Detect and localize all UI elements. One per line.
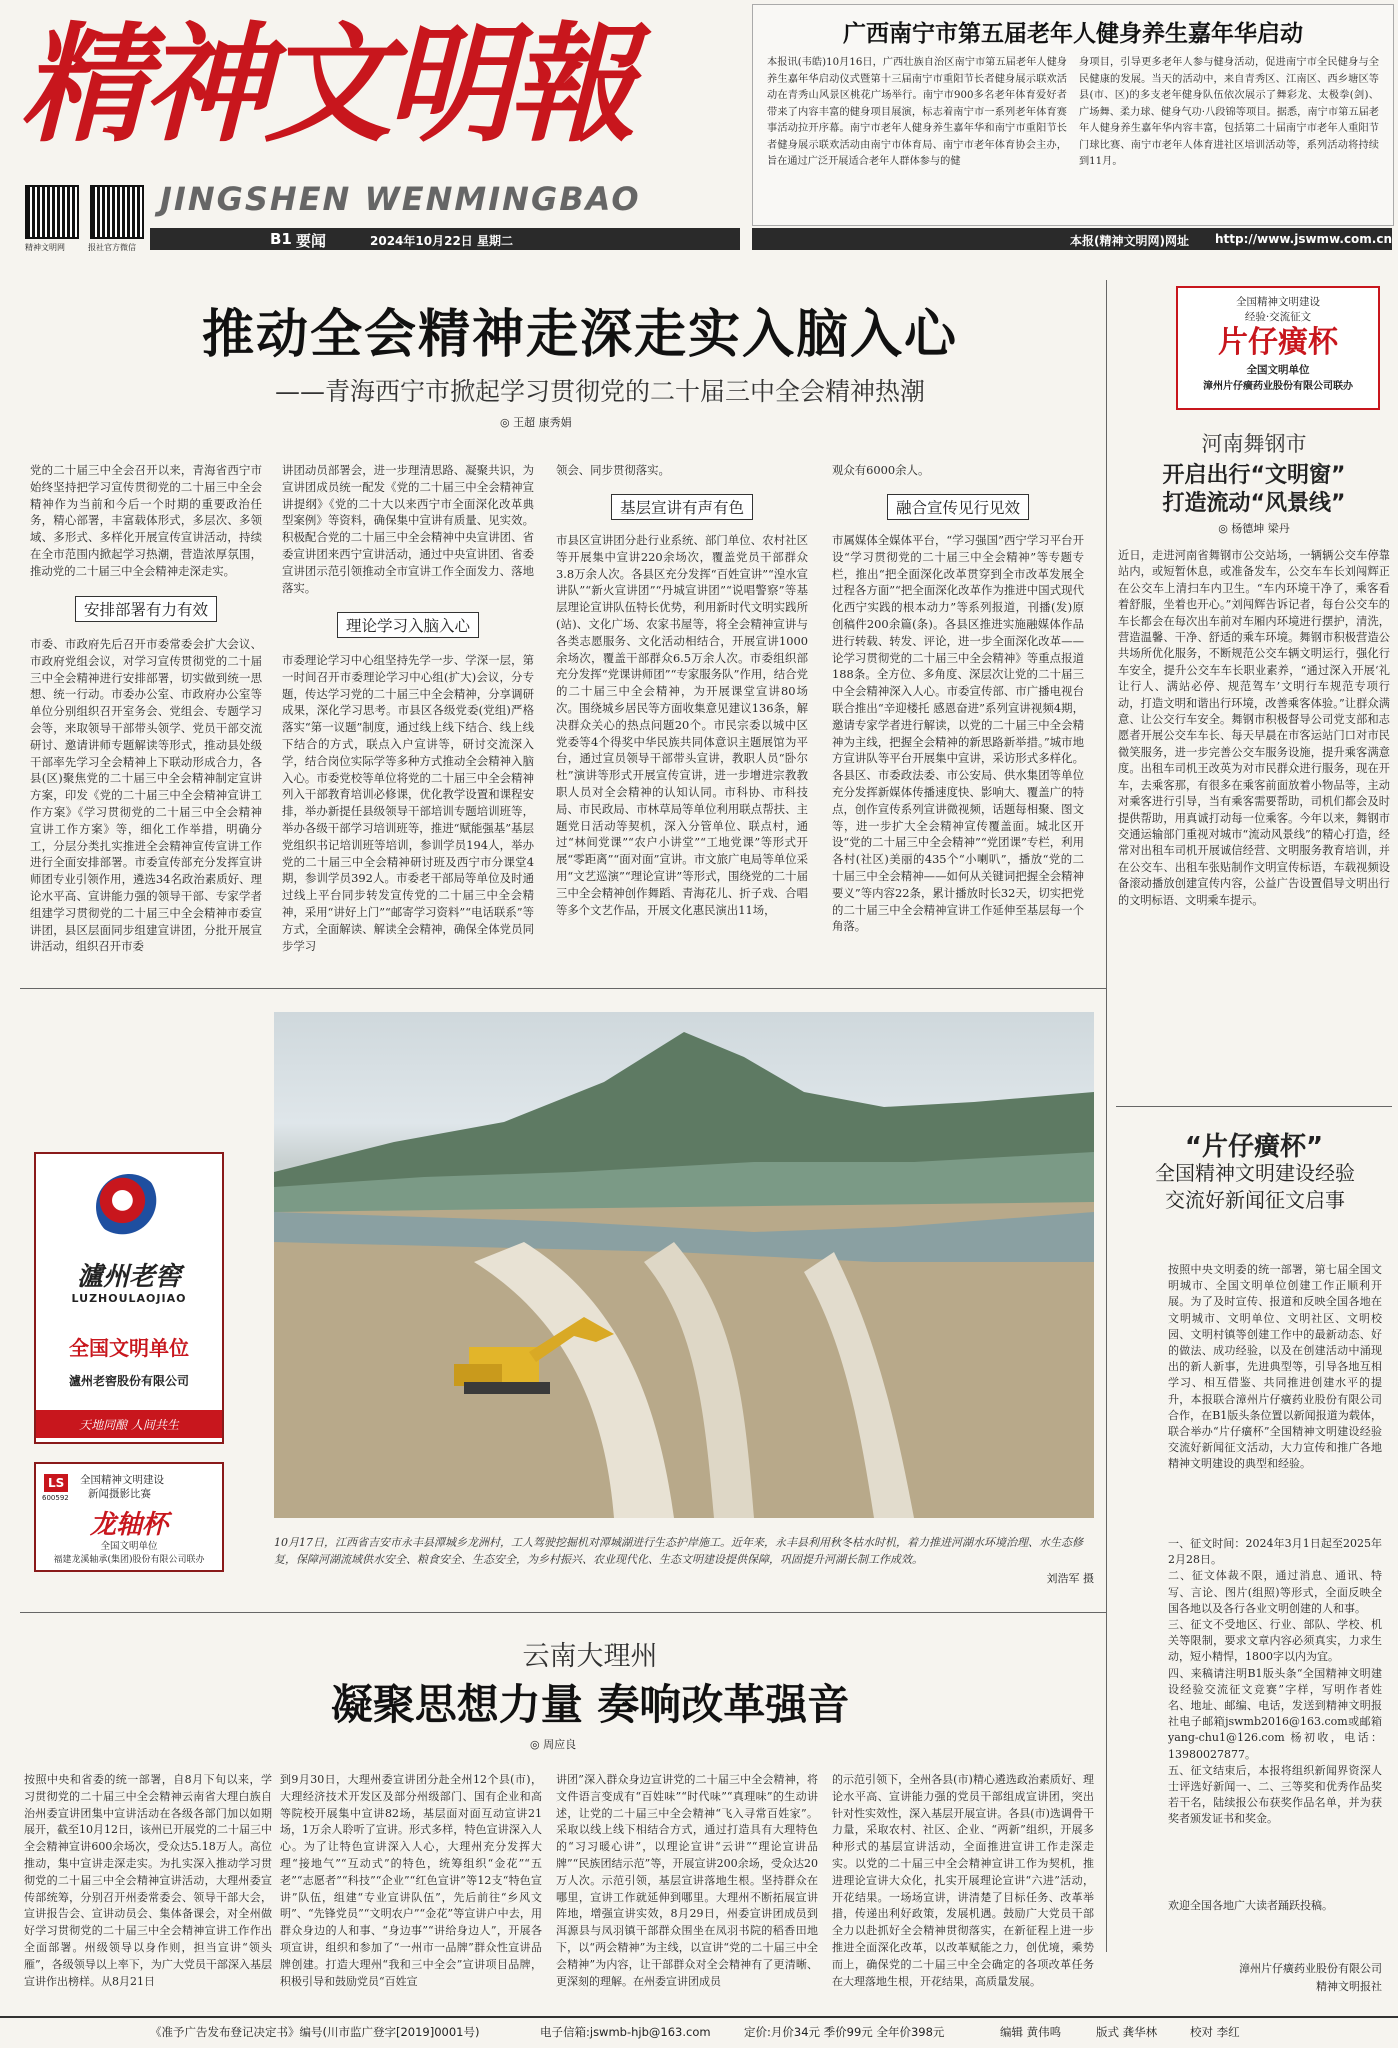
page-number: B1 bbox=[270, 230, 292, 248]
site-url[interactable]: http://www.jswmw.com.cn bbox=[1215, 232, 1393, 246]
ad-sponsor-label: 全国文明单位 bbox=[1246, 364, 1310, 376]
pianzaihuang-ad[interactable] bbox=[1176, 286, 1380, 410]
luzhou-logo-icon bbox=[96, 1174, 162, 1240]
photo-credit: 刘浩军 摄 bbox=[1046, 1572, 1094, 1585]
yunnan-kicker: 云南大理州 bbox=[522, 1641, 658, 1672]
footer-rule bbox=[0, 2016, 1398, 2018]
lead-subheadline: ——青海西宁市掀起学习贯彻党的二十届三中全会精神热潮 bbox=[274, 377, 925, 406]
lead-intro: 党的二十届三中全会召开以来，青海省西宁市始终坚持把学习宣传贯彻党的二十届三中全会精神作为当前和今后一个时期的重要政治任务，精心部署，丰富载体形式，多层次、多领域、多形式、多样化开展宣传宣讲活动，持续在全市范围内掀起学习热潮，营造浓厚氛围，推动党的二十届三中全会精神走深走实。 bbox=[30, 463, 262, 578]
side-story-title-2: 打造流动“风景线” bbox=[1162, 491, 1346, 516]
longzhou-company: 福建龙溪轴承(集团)股份有限公司联办 bbox=[53, 1555, 205, 1565]
notice-welcome: 欢迎全国各地广大读者踊跃投稿。 bbox=[1168, 1899, 1333, 1912]
top-news-col-1: 本报讯(韦皓)10月16日，广西壮族自治区南宁市第五届老年人健身养生嘉年华启动仪式暨第十三届南宁市重阳节长者健身展示联欢活动在青秀山风景区桃花广场举行。南宁市900多名老年体育爱好者带来了内容丰富的健身项目展演，标志着南宁市一系列老年体育赛事活动拉开序幕。南宁市老年人健身养生嘉年华和南宁市重阳节长者健身展示联欢活动由南宁市体育局、南宁市老年体育协会主办，旨在通过广泛开展适合老年人群体参与的健 bbox=[767, 57, 1067, 167]
lead-sub-2-label: 理论学习入脑入心 bbox=[337, 612, 479, 638]
footer-license: 《准予广告发布登记决定书》编号(川市监广登字[2019]0001号) bbox=[150, 2025, 480, 2039]
longzhou-code: 600592 bbox=[42, 1494, 69, 1502]
luzhou-brand: 瀘州老窖 bbox=[76, 1262, 181, 1292]
side-story-byline: ◎ 杨德坤 梁丹 bbox=[1218, 522, 1290, 535]
footer-proof: 校对 李红 bbox=[1190, 2025, 1240, 2039]
mid-rule-bottom bbox=[20, 1612, 1106, 1613]
notice-sign-1: 漳州片仔癀药业股份有限公司 bbox=[1239, 1962, 1382, 1975]
top-news-col-2: 身项目，引导更多老年人参与健身活动，促进南宁市全民健身与全民健康的发展。当天的活动中，来自青秀区、江南区、西乡塘区等县(市、区)的多支老年健身队伍依次展示了舞彩龙、太极拳(剑)、广场舞、柔力球、健身气功·八段锦等项目。据悉，南宁市第五届老年人健身养生嘉年华内容丰富，包括第二十届南宁市老年人重阳节门球比赛、南宁市老年人体育进社区培训活动等，系列活动将持续到11月。 bbox=[1079, 57, 1379, 167]
url-label: 本报(精神文明网)网址 bbox=[1070, 234, 1189, 248]
notice-item-5: 五、征文结束后，本报将组织新闻界资深人士评选好新闻一、二、三等奖和优秀作品奖若干名，陆续报公布获奖作品名单，并为获奖者颁发证书和奖金。 bbox=[1168, 1763, 1382, 1826]
yunnan-byline: ◎ 周应良 bbox=[530, 1738, 577, 1751]
longzhou-brand: 龙轴杯 bbox=[89, 1510, 168, 1540]
notice-subtitle: 全国精神文明建设经验交流好新闻征文启事 bbox=[1155, 1161, 1355, 1212]
section-name: 要闻 bbox=[296, 232, 327, 250]
lead-sub-3 bbox=[556, 494, 808, 520]
ad-line-2: 经验·交流征文 bbox=[1244, 311, 1312, 323]
longzhou-label: 全国文明单位 bbox=[100, 1541, 158, 1552]
lead-sub-4 bbox=[832, 494, 1084, 520]
lead-para-1: 市委、市政府先后召开市委常委会扩大会议、市政府党组会议，对学习宣传贯彻党的二十届三中全会精神进行安排部署，切实做到统一思想、统一行动。市委办公室、市政府办公室等单位分别组织召开室务会、党组会、专题学习会等，来取领导干部带头领学、党员干部交流研讨、邀请讲师专题解读等形式，推动县处级干部率先学习全会精神上下联动形成合力，各县(区)聚焦党的二十届三中全会精神制定宣讲方案，印发《党的二十届三中全会精神宣讲工作方案》《学习贯彻党的二十届三中全会精神宣讲工作方案》等，细化工作举措，明确分工，分层分类扎实推进全会精神宣传宣讲工作进行全面安排部署。市委宣传部充分发挥宣讲师团专业引领作用，遴选34名政治素质好、理论水平高、宣讲能力强的领导干部、专家学者组建学习贯彻党的二十届三中全会精神市委宣讲团，县区层面同步组建宣讲团，分批开展宣讲活动，组织召开市委 bbox=[30, 637, 262, 954]
notice-item-3: 三、征文不受地区、行业、部队、学校、机关等限制，要求文章内容必须真实，力求生动，短小精悍，1800字以内为宜。 bbox=[1168, 1618, 1382, 1664]
lead-col4-top: 观众有6000余人。 bbox=[832, 463, 930, 477]
dateline-bar bbox=[0, 228, 1398, 254]
ad-brand: 片仔癀杯 bbox=[1218, 325, 1338, 360]
footer-editor: 编辑 黄伟鸣 bbox=[1000, 2025, 1062, 2039]
yunnan-headline: 凝聚思想力量 奏响改革强音 bbox=[330, 1680, 850, 1729]
photo-caption: 10月17日，江西省吉安市永丰县潭城乡龙洲村，工人驾驶挖掘机对潭城湖进行生态护岸施工。近年来，永丰县利用秋冬枯水时机，着力推进河湖水环境治理、水生态修复，保障河湖流域供水安全、粮食安全、生态安全，为乡村振兴、农业现代化、生态文明建设提供保障，巩固提升河湖长制工作成效。 bbox=[274, 1536, 1083, 1566]
side-story-title-1: 开启出行“文明窗” bbox=[1162, 463, 1346, 488]
notice-text: 按照中央文明委的统一部署，第七届全国文明城市、全国文明单位创建工作正顺利开展。为了及时宣传、报道和反映全国各地在文明城市、文明单位、文明社区、文明校园、文明村镇等创建工作中的最新动态、好的做法、成功经验，以及在创建活动中涌现出的新人新事，先进典型等，引导各地互相学习、相互借鉴、共同推进创建水平的提升，本报联合漳州片仔癀药业股份有限公司合作，在B1版头条位置以新闻报道为载体，联合举办“片仔癀杯”全国精神文明建设经验交流好新闻征文活动，大力宣传和推广各地精神文明建设的典型和经验。 bbox=[1168, 1263, 1382, 1471]
notice-items bbox=[1168, 1536, 1382, 1836]
yunnan-col-1: 按照中央和省委的统一部署，自8月下旬以来，学习贯彻党的二十届三中全会精神云南省大理白族自治州委宣讲团集中宣讲活动在各级各部门加以如期展开，截至10月12日，该州已开展党的二十届三中全会精神宣讲600余场次，受众达5.18万人。高位推动，集中宣讲走深走实。为扎实深入推动学习贯彻党的二十届三中全会精神宣讲活动，大理州委宣传部统筹，分别召开州委常委会、领导干部大会，宣讲报告会、宣讲动员会、集体备课会，对全州做好学习贯彻党的二十届三中全会精神宣讲工作作出全面部署。州级领导以身作则，担当宣讲“领头雁”，各级领导以上率下，为广大党员干部深入基层宣讲作出榜样。从8月21日 bbox=[24, 1773, 272, 1988]
luzhou-company: 瀘州老窖股份有限公司 bbox=[68, 1374, 189, 1388]
pinyin-title: JINGSHEN WENMINGBAO bbox=[160, 180, 641, 218]
footer bbox=[0, 2024, 1398, 2044]
luzhou-ad[interactable] bbox=[34, 1152, 224, 1444]
notice-title: “片仔癀杯” bbox=[1184, 1132, 1324, 1162]
lead-headline: 推动全会精神走深走实入脑入心 bbox=[201, 305, 958, 365]
lead-col2-top: 讲团动员部署会，进一步理清思路、凝聚共识，为宣讲团成员统一配发《党的二十届三中全会精神宣讲提纲》《党的二十大以来西宁市全面深化改革典型案例》等资料，确保集中宣讲有质量、见实效。积极配合党的二十届三中全会精神中央宣讲团、省委宣讲团来西宁宣讲活动，通过中央宣讲团、省委宣讲团示范引领推动全市宣讲工作全面发力、落地落实。 bbox=[282, 463, 534, 595]
lead-sub-4-label: 融合宣传见行见效 bbox=[887, 494, 1029, 520]
lead-para-3: 市县区宣讲团分赴行业系统、部门单位、农村社区等开展集中宣讲220余场次，覆盖党员干部群众3.8万余人次。各县区充分发挥“百姓宣讲”“湟水宣讲队”“新火宣讲团”“丹城宣讲团”“说唱警察”等基层理论宣讲队伍特长优势，利用新时代文明实践所(站)、文化广场、农家书屋等，将全会精神宣讲与各类志愿服务、文化活动相结合，开展宣讲1000余场次，覆盖干部群众6.5万余人次。市委组织部充分发挥“党课讲师团”“专家服务队”作用，结合党的二十届三中全会精神，为开展课堂宣讲80场次。围绕城乡居民等方面收集意见建议136条，解决群众关心的热点问题20个。市民宗委以城中区党委等4个得奖中华民族共同体意识主题展馆为平台，通过宣员领导干部带头宣讲，教职人员“卧尔杜”演讲等形式开展宣传宣讲，进一步增进宗教教职人员对全会精神的认知认同。市科协、市科技局、市民政局、市林草局等单位利用联点帮扶、主题党日活动等契机，深入分管单位、联点村，通过“林间党课”“农户小讲堂”“工地党课”等形式开展“零距离”“面对面”宣讲。市文旅广电局等单位采用“文艺巡演”“理论宣讲”等形式，围绕党的二十届三中全会精神创作舞蹈、青海花儿、折子戏、合唱等多个文艺作品，开展文化惠民演出11场， bbox=[556, 533, 808, 917]
top-news-title: 广西南宁市第五届老年人健身养生嘉年华启动 bbox=[843, 21, 1303, 47]
ad-company: 漳州片仔癀药业股份有限公司联办 bbox=[1203, 381, 1353, 392]
mid-rule-top bbox=[20, 988, 1106, 989]
notice-item-2: 二、征文体裁不限，通过消息、通讯、特写、言论、图片(组照)等形式，全面反映全国各地以及各行各业文明创建的人和事。 bbox=[1168, 1569, 1382, 1615]
lead-sub-1 bbox=[30, 596, 262, 622]
lead-para-2: 市委理论学习中心组坚持先学一步、学深一层，第一时间召开市委理论学习中心组(扩大)会议，分专题，传达学习党的二十届三中全会精神，分享调研成果，深化学习思考。市县区各级党委(党组)严格落实“第一议题”制度，通过线上线下结合、线上线下结合的方式，联点入户宣讲等，研讨交流深入学，结合岗位实际学等多种方式推动全会精神入脑入心。市委党校等单位将党的二十届三中全会精神列入干部教育培训必修课，优化教学设置和课程安排，举办新提任县级领导干部培训专题培训班等，举办各级干部学习培训班等，推进“赋能强基”基层党组织书记培训班等培训，参训学员194人，举办党的二十届三中全会精神研讨班及西宁市分课堂4期，参训学员392人。市委老干部局等单位及时通过线上平台同步转发宣传党的二十届三中全会精神，采用“讲好上门”“邮寄学习资料”“电话联系”等方式，全面解读、解读全会精神，确保全体党员同步学习 bbox=[282, 653, 534, 953]
top-news-box bbox=[752, 4, 1394, 226]
qr-label-1: 精神文明网 bbox=[25, 243, 65, 252]
side-divider bbox=[1116, 1106, 1392, 1107]
photo-landscape bbox=[274, 1012, 1094, 1518]
longzhou-logo: LS bbox=[44, 1474, 68, 1492]
issue-date: 2024年10月22日 星期二 bbox=[370, 234, 513, 248]
yunnan-col-4: 的示范引领下，全州各县(市)精心遴选政治素质好、理论水平高、宣讲能力强的党员干部组成宣讲团，突出针对性实效性，深入基层开展宣讲。各县(市)选调骨干力量，采取农村、社区、企业、“两新”组织，开展多种形式的基层宣讲活动，全面推进宣讲工作走深走实。以党的二十届三中全会精神宣讲工作为契机，推进理论宣讲大众化，扎实开展理论宣讲“六进”活动，开花结果。一场场宣讲，讲清楚了目标任务、改革举措，传递出利好政策，发展机遇。鼓励广大党员干部全力以赴抓好全会精神贯彻落实，在新征程上进一步推进全面深化改革，以改革赋能之力，创优境，乘势而上，确保党的二十届三中全会确定的各项改革任务在大理落地生根，开花结果，高质量发展。 bbox=[832, 1773, 1094, 1988]
ad-line-1: 全国精神文明建设 bbox=[1236, 296, 1320, 308]
notice-sign-2: 精神文明报社 bbox=[1316, 1980, 1382, 1993]
lead-sub-1-label: 安排部署有力有效 bbox=[75, 596, 217, 622]
lead-byline: ◎ 王超 康秀娟 bbox=[500, 416, 572, 429]
luzhou-brand-en: LUZHOULAOJIAO bbox=[71, 1292, 187, 1305]
longzhou-ad[interactable] bbox=[34, 1462, 224, 1572]
side-story-text: 近日，走进河南省舞钢市公交站场，一辆辆公交车停靠站内，或短暂休息，或准备发车，公交车车长刘闯辉正在公交车上清扫车内卫生。“车内环境干净了，乘客看着舒服，坐着也开心。”刘闯辉告诉记者，每台公交车的车长都会在每次出车前对车厢内环境进行摆护，清洗，营造温馨、干净、舒适的乘车环境。舞钢市积极营造公共场所优化服务，不断规范公交车辆文明运行，强化行车安全，提升公交车车长职业素养，“通过深入开展‘礼让行人、满站必停、规范驾车’文明行车规范专项行动，打造文明和谐出行环境，改善乘客体验。”让群众满意、让公交行车安全。舞钢市积极督导公司党支部和志愿者开展公交车车长、每天早晨在市客运站门口对市民微笑服务，进一步完善公交车服务设施，提升乘客满意度。出租车司机王改英为对市民群众进行服务，现在开车，去乘客那，有很多在乘客前面放着小物品等，主动对乘客进行引导，当有乘客需要帮助，司机们都会及时提供帮助，用真诚打动每一位乘客。今年以来，舞钢市交通运输部门重视对城市“流动风景线”的精心打造，经常对出租车司机开展诚信经营、文明服务教育培训，并在公交车、出租车张贴制作文明宣传标语，车载视频设备滚动播放创建宣传内容，公益广告设置倡导文明出行的文明标语、文明乘车提示。 bbox=[1118, 549, 1390, 907]
luzhou-slogan: 天地同酿 人间共生 bbox=[79, 1418, 179, 1432]
logo: 精神文明報 bbox=[20, 10, 631, 160]
lead-sub-3-label: 基层宣讲有声有色 bbox=[611, 494, 753, 520]
yunnan-col-3: 讲团”深入群众身边宣讲党的二十届三中全会精神，将文件语言变成有“百姓味”“时代味”“真理味”的生动讲述，让党的二十届三中全会精神“飞入寻常百姓家”。采取以线上线下相结合方式，通过打造具有大理特色的“习习暖心讲”，以理论宣讲“云讲”“理论宣讲品牌”“民族团结示范”等，开展宣讲200余场，受众达20万人次。示范引领，基层宣讲落地生根。坚持群众在哪里，宣讲工作就延伸到哪里。大理州不断拓展宣讲阵地，增强宣讲实效，8月29日，州委宣讲团成员到洱源县与凤羽镇干部群众围坐在凤羽书院的稻香田地下，以“两会精神”为主线，以宣讲“党的二十届三中全会精神”为内容，让干部群众对全会精神有了更清晰、更深刻的理解。在州委宣讲团成员 bbox=[556, 1773, 818, 1988]
lead-col3-top: 领会、同步贯彻落实。 bbox=[556, 463, 670, 477]
notice-item-4: 四、来稿请注明B1版头条“全国精神文明建设经验交流征文竞赛”字样，写明作者姓名、地址、邮编、电话，发送到精神文明报社电子邮箱jswmb2016@163.com或邮箱yang-chu1@126.com 杨初收，电话：13980027877。 bbox=[1168, 1666, 1382, 1761]
yunnan-col-2: 到9月30日，大理州委宣讲团分赴全州12个县(市)，大理经济技术开发区及部分州级部门、国有企业和高等院校开展集中宣讲82场，基层面对面互动宣讲21场，1万余人聆听了宣讲。形式多样，特色宣讲深入人心。为了让特色宣讲深入人心，大理州充分发挥大理“接地气”“互动式”的特色，统筹组织“金花”“五老”“志愿者”“科技”“企业”“红色宣讲”等12支“特色宣讲”队伍，组建“专业宣讲队伍”，先后前往“乡风文明”、“先锋党员”“文明农户”“金花”等宣讲户中去，用群众身边的人和事、“身边事”“讲给身边人”，开展各项宣讲，组织和参加了“一州市一品牌”群众性宣讲品牌创建。打造大理州“我和三中全会”宣讲项目品牌，积极引导和鼓励党员“百姓宣 bbox=[280, 1773, 542, 1988]
longzhou-line-2: 新闻摄影比赛 bbox=[88, 1488, 151, 1500]
footer-designer: 版式 龚华林 bbox=[1096, 2025, 1158, 2039]
footer-price: 定价:月价34元 季价99元 全年价398元 bbox=[744, 2025, 945, 2039]
right-column-rule bbox=[1106, 280, 1107, 1952]
luzhou-award: 全国文明单位 bbox=[69, 1336, 189, 1360]
longzhou-line-1: 全国精神文明建设 bbox=[80, 1474, 164, 1486]
news-photo bbox=[274, 1012, 1094, 1518]
lead-sub-2 bbox=[282, 612, 534, 638]
lead-para-4: 市属媒体全媒体平台，“学习强国”西宁学习平台开设“学习贯彻党的二十届三中全会精神”等专题专栏，推出“把全面深化改革贯穿到全市改革发展全过程各方面”“把全面深化改革作为推进中国式现代化西宁实践的根本动力”等系列报道，刊播(发)原创稿件200余篇(条)。各县区推进实施融媒体作品进行转载、转发、评论，进一步全面深化改革——论学习贯彻党的二十届三中全会精神》等重点报道188条。全方位、多角度、深层次让党的二十届三中全会精神深入人心。市委宣传部、市广播电视台联合推出“辛迎楼托 感恩奋进”系列宣讲视频4期，邀请专家学者进行解读，以党的二十届三中全会精神为主线，把握全会精神的新思路新举措。”城市地方宣讲队等平台开展集中宣讲，采访形式多样化。各县区、市委政法委、市公安局、供水集团等单位充分发挥新媒体传播速度快、影响大、覆盖广的特点，创作宣传系列宣讲微视频，话题每相聚、图文等，进一步扩大全会精神宣传覆盖面。城北区开设“党的二十届三中全会精神”“党团课”专栏，利用各村(社区)美丽的435个“小喇叭”，播放“党的二十届三中全会精神——如何从关键词把握全会精神要义”等内容22条，累计播放时长32天，切实把党的二十届三中全会精神宣讲工作延伸至基层每一个角落。 bbox=[832, 533, 1084, 934]
footer-email[interactable]: 电子信箱:jswmb-hjb@163.com bbox=[540, 2025, 711, 2039]
side-story-kicker: 河南舞钢市 bbox=[1201, 432, 1307, 456]
qr-label-2: 报社官方微信 bbox=[88, 243, 136, 252]
notice-item-1: 一、征文时间：2024年3月1日起至2025年2月28日。 bbox=[1168, 1537, 1382, 1567]
